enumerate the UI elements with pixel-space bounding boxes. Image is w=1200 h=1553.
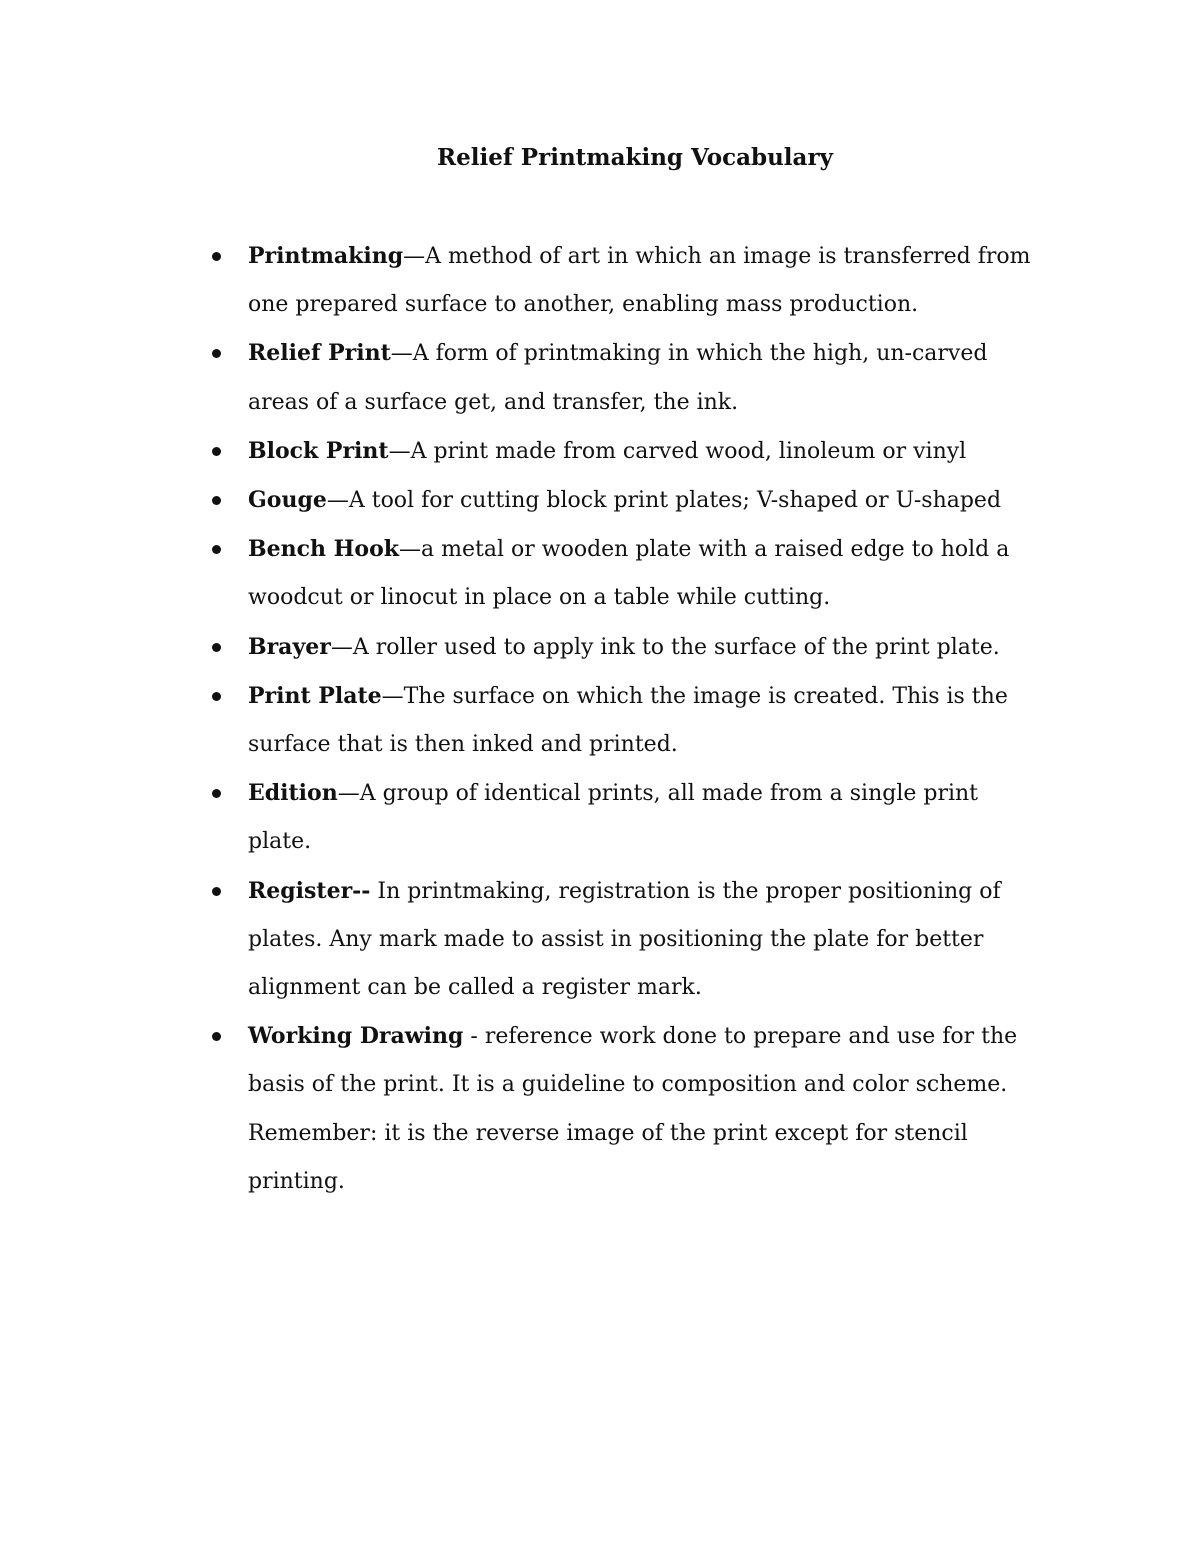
- vocabulary-list: [248, 232, 1038, 1206]
- vocab-term: Register--: [248, 877, 371, 904]
- list-item: [248, 525, 1038, 622]
- list-item: [248, 623, 1038, 672]
- bullet-icon: [212, 643, 221, 652]
- vocab-definition: - reference work done to prepare and use for the basis of the print. It is a guideline to composition and color scheme. Remember: it is the reverse image of the print except for stencil printing.: [248, 1024, 1018, 1194]
- list-item: [248, 476, 1038, 525]
- vocab-definition: —A roller used to apply ink to the surface of the print plate.: [330, 634, 1000, 660]
- vocab-definition: —A method of art in which an image is transferred from one prepared surface to another, enabling mass production.: [248, 244, 1031, 318]
- bullet-icon: [212, 252, 221, 261]
- vocab-term: Relief Print: [248, 340, 391, 367]
- vocab-term: Print Plate: [248, 682, 382, 709]
- vocab-term: Working Drawing: [248, 1023, 464, 1050]
- vocab-term: Gouge: [248, 487, 327, 514]
- vocab-term: Block Print: [248, 437, 389, 464]
- list-item: [248, 672, 1038, 769]
- list-item: [248, 427, 1038, 476]
- list-item: [248, 329, 1038, 426]
- bullet-icon: [212, 545, 221, 554]
- vocab-term: Brayer: [248, 633, 331, 660]
- bullet-icon: [212, 447, 221, 456]
- vocab-term: Edition: [248, 780, 338, 807]
- vocab-definition: —A group of identical prints, all made from a single print plate.: [248, 781, 979, 855]
- list-item: [248, 232, 1038, 329]
- vocab-definition: —The surface on which the image is created. This is the surface that is then inked and printed.: [248, 683, 1008, 758]
- vocab-definition: —A form of printmaking in which the high, un-carved areas of a surface get, and transfer, the ink.: [248, 341, 988, 415]
- vocab-definition: —a metal or wooden plate with a raised edge to hold a woodcut or linocut in place on a table while cutting.: [248, 537, 1010, 611]
- vocab-term: Bench Hook: [248, 536, 400, 563]
- bullet-icon: [212, 349, 221, 358]
- vocab-term: Printmaking: [248, 243, 404, 269]
- vocab-definition: —A print made from carved wood, linoleum or vinyl: [388, 438, 967, 464]
- page-title: Relief Printmaking Vocabulary: [437, 144, 833, 171]
- bullet-icon: [212, 1032, 221, 1041]
- list-item: [248, 867, 1038, 1013]
- bullet-icon: [212, 789, 221, 798]
- vocab-definition: In printmaking, registration is the proper positioning of plates. Any mark made to assist in positioning the plate for better alignment can be called a register mark.: [248, 878, 1001, 1001]
- bullet-icon: [212, 887, 221, 896]
- list-item: [248, 1012, 1038, 1206]
- bullet-icon: [212, 496, 221, 505]
- bullet-icon: [212, 692, 221, 701]
- list-item: [248, 769, 1038, 866]
- vocab-definition: —A tool for cutting block print plates; V-shaped or U-shaped: [326, 488, 1002, 514]
